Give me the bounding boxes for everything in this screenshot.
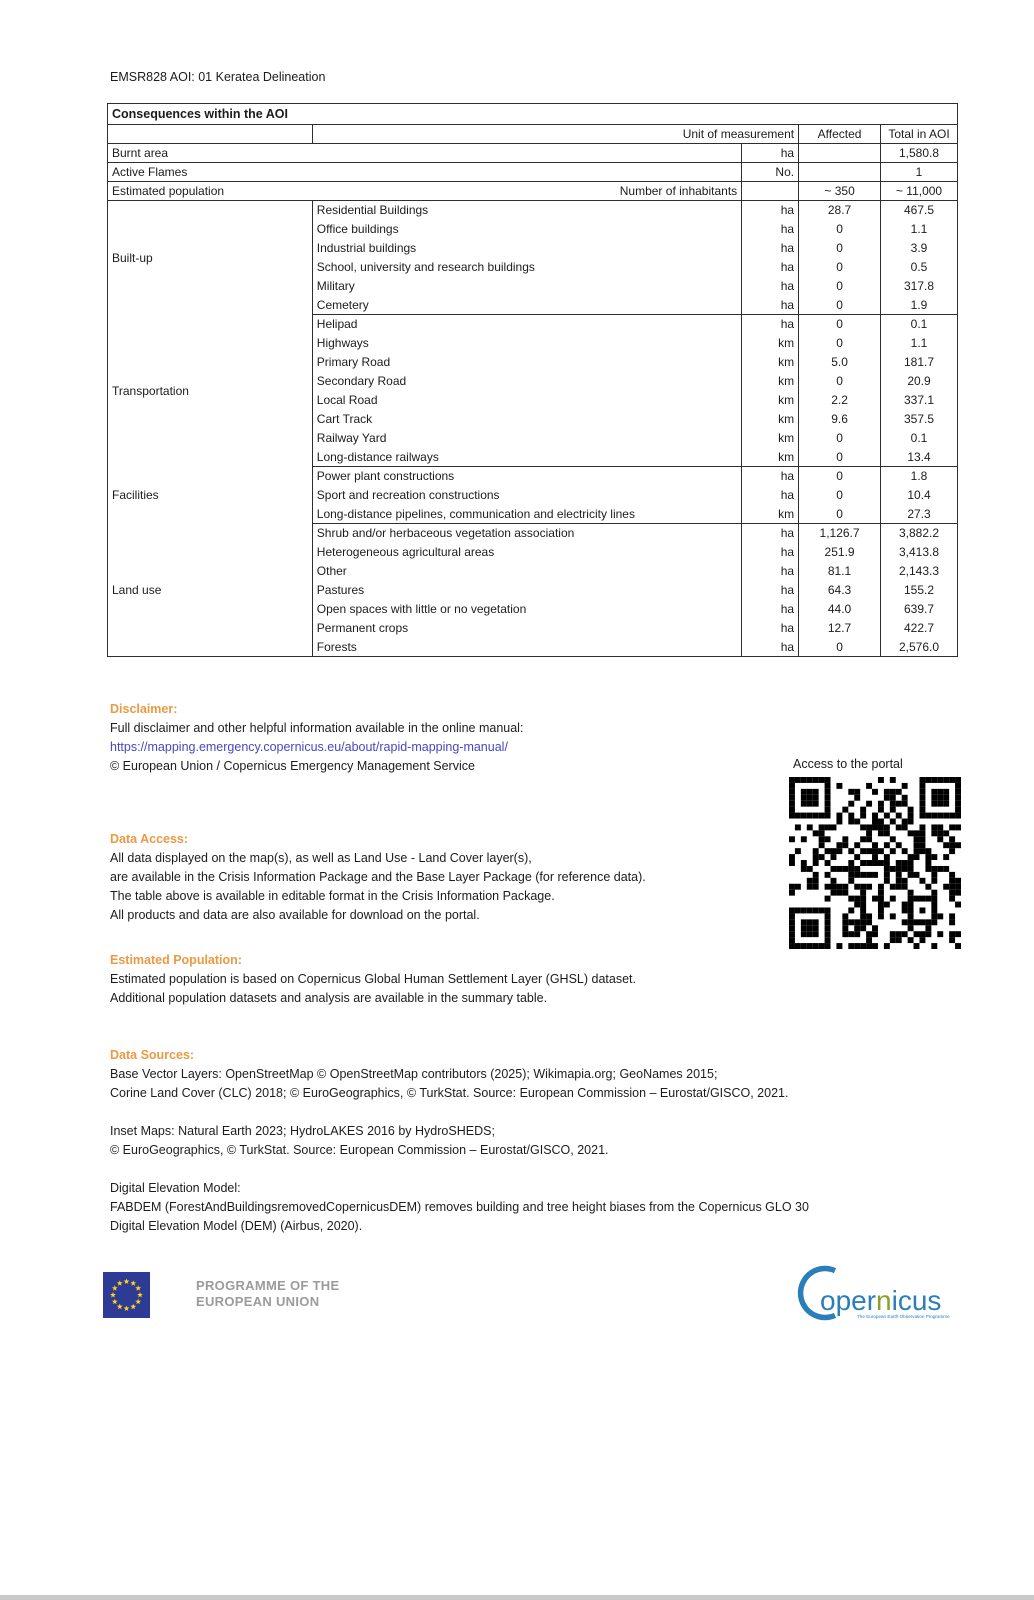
- cell-subcategory: [312, 163, 741, 182]
- eu-programme-line2: EUROPEAN UNION: [196, 1294, 320, 1309]
- cell-affected: 81.1: [799, 562, 881, 581]
- header-total-in-aoi: Total in AOI: [881, 125, 958, 144]
- data-access-heading: Data Access:: [110, 832, 189, 846]
- data-sources-line: Corine Land Cover (CLC) 2018; © EuroGeographics, © TurkStat. Source: European Commission – Eurostat/GISCO, 2021.: [110, 1086, 789, 1100]
- cell-subcategory: Power plant constructions: [312, 467, 741, 486]
- cell-total: 0.5: [881, 258, 958, 277]
- cell-affected: 0: [799, 239, 881, 258]
- copernicus-tagline: The European Earth Observation Programme: [857, 1314, 950, 1319]
- cell-category: Transportation: [112, 383, 189, 398]
- cell-affected: 251.9: [799, 543, 881, 562]
- cell-unit: ha: [742, 619, 799, 638]
- cell-subcategory: Primary Road: [312, 353, 741, 372]
- disclaimer-line: Full disclaimer and other helpful information available in the online manual:: [110, 721, 524, 735]
- cell-total: 1.8: [881, 467, 958, 486]
- cell-total: 337.1: [881, 391, 958, 410]
- cell-unit: [742, 182, 799, 201]
- dem-line: Digital Elevation Model (DEM) (Airbus, 2020).: [110, 1219, 363, 1233]
- header-unit-of-measurement: Unit of measurement: [312, 125, 798, 144]
- data-sources-line: Base Vector Layers: OpenStreetMap © OpenStreetMap contributors (2025); Wikimapia.org; GeoNames 2015;: [110, 1067, 718, 1081]
- eu-programme-label: [196, 1278, 339, 1310]
- cell-unit: ha: [742, 296, 799, 315]
- cell-total: 0.1: [881, 429, 958, 448]
- dem-line: FABDEM (ForestAndBuildingsremovedCopernicusDEM) removes building and tree height biases from the Copernicus GLO 30: [110, 1200, 809, 1214]
- cell-affected: 0: [799, 467, 881, 486]
- cell-total: 357.5: [881, 410, 958, 429]
- cell-total: 1,580.8: [881, 144, 958, 163]
- header-affected: Affected: [799, 125, 881, 144]
- cell-unit: ha: [742, 201, 799, 220]
- cell-affected: 44.0: [799, 600, 881, 619]
- cell-affected: [799, 144, 881, 163]
- estimated-population-line: Additional population datasets and analysis are available in the summary table.: [110, 991, 548, 1005]
- cell-unit: km: [742, 505, 799, 524]
- cell-total: 3.9: [881, 239, 958, 258]
- cell-unit: ha: [742, 524, 799, 543]
- cell-affected: 0: [799, 296, 881, 315]
- cell-total: 1.1: [881, 334, 958, 353]
- cell-unit: ha: [742, 638, 799, 657]
- cell-affected: 1,126.7: [799, 524, 881, 543]
- cell-affected: 64.3: [799, 581, 881, 600]
- cell-subcategory: Pastures: [312, 581, 741, 600]
- cell-unit: ha: [742, 258, 799, 277]
- qr-code: [789, 776, 961, 950]
- viewer-bottom-edge: [0, 1595, 1034, 1600]
- data-sources-line: © EuroGeographics, © TurkStat. Source: European Commission – Eurostat/GISCO, 2021.: [110, 1143, 609, 1157]
- cell-total: 422.7: [881, 619, 958, 638]
- disclaimer-heading: Disclaimer:: [110, 702, 178, 716]
- cell-affected: 2.2: [799, 391, 881, 410]
- data-access-section: [110, 830, 646, 925]
- cell-total: 181.7: [881, 353, 958, 372]
- cell-unit: ha: [742, 239, 799, 258]
- cell-subcategory: [312, 144, 741, 163]
- cell-affected: ~ 350: [799, 182, 881, 201]
- cell-subcategory: Cart Track: [312, 410, 741, 429]
- cell-subcategory: School, university and research buildings: [312, 258, 741, 277]
- table-title: Consequences within the AOI: [108, 104, 958, 125]
- disclaimer-copyright: © European Union / Copernicus Emergency Management Service: [110, 759, 475, 773]
- cell-affected: 0: [799, 315, 881, 334]
- cell-affected: 0: [799, 429, 881, 448]
- cell-affected: 0: [799, 505, 881, 524]
- cell-category: Land use: [112, 582, 162, 597]
- data-sources-heading: Data Sources:: [110, 1048, 195, 1062]
- cell-unit: ha: [742, 486, 799, 505]
- cell-total: 2,143.3: [881, 562, 958, 581]
- cell-unit: km: [742, 429, 799, 448]
- cell-affected: 28.7: [799, 201, 881, 220]
- cell-category: Built-up: [112, 250, 153, 265]
- cell-subcategory: Local Road: [312, 391, 741, 410]
- eu-programme-line1: PROGRAMME OF THE: [196, 1278, 340, 1293]
- cell-category: Estimated population: [108, 182, 313, 201]
- cell-subcategory: Cemetery: [312, 296, 741, 315]
- cell-subcategory: Military: [312, 277, 741, 296]
- cell-total: 1.1: [881, 220, 958, 239]
- cell-unit: ha: [742, 600, 799, 619]
- cell-unit: km: [742, 391, 799, 410]
- cell-total: 467.5: [881, 201, 958, 220]
- cell-unit: ha: [742, 467, 799, 486]
- cell-total: 3,413.8: [881, 543, 958, 562]
- cell-category: Active Flames: [108, 163, 313, 182]
- cell-subcategory: Residential Buildings: [312, 201, 741, 220]
- cell-unit: ha: [742, 144, 799, 163]
- cell-unit: km: [742, 372, 799, 391]
- cell-subcategory: Shrub and/or herbaceous vegetation association: [312, 524, 741, 543]
- consequences-table: [107, 103, 958, 657]
- cell-subcategory: Railway Yard: [312, 429, 741, 448]
- disclaimer-section: [110, 700, 523, 776]
- copernicus-logo: [793, 1262, 953, 1324]
- data-access-line: The table above is available in editable format in the Crisis Information Package.: [110, 889, 555, 903]
- cell-affected: 0: [799, 372, 881, 391]
- cell-affected: 0: [799, 334, 881, 353]
- data-sources-section: [110, 1046, 809, 1236]
- cell-subcategory: Heterogeneous agricultural areas: [312, 543, 741, 562]
- cell-affected: 0: [799, 486, 881, 505]
- cell-subcategory: Highways: [312, 334, 741, 353]
- copernicus-wordmark: opernicus: [820, 1285, 942, 1316]
- cell-unit: No.: [742, 163, 799, 182]
- cell-subcategory: Office buildings: [312, 220, 741, 239]
- data-sources-line: Inset Maps: Natural Earth 2023; HydroLAKES 2016 by HydroSHEDS;: [110, 1124, 495, 1138]
- estimated-population-section: [110, 951, 636, 1008]
- eu-flag-logo: [103, 1272, 150, 1318]
- cell-unit: km: [742, 353, 799, 372]
- dem-heading-line: Digital Elevation Model:: [110, 1181, 241, 1195]
- cell-unit: ha: [742, 277, 799, 296]
- cell-total: 2,576.0: [881, 638, 958, 657]
- cell-total: 0.1: [881, 315, 958, 334]
- cell-subcategory: Open spaces with little or no vegetation: [312, 600, 741, 619]
- cell-affected: [799, 163, 881, 182]
- portal-access-label: Access to the portal: [793, 757, 903, 771]
- cell-unit: ha: [742, 543, 799, 562]
- cell-affected: 0: [799, 258, 881, 277]
- cell-affected: 0: [799, 220, 881, 239]
- cell-total: 20.9: [881, 372, 958, 391]
- cell-subcategory: Secondary Road: [312, 372, 741, 391]
- cell-affected: 0: [799, 448, 881, 467]
- cell-total: 155.2: [881, 581, 958, 600]
- cell-affected: 12.7: [799, 619, 881, 638]
- cell-affected: 5.0: [799, 353, 881, 372]
- cell-subcategory: Long-distance railways: [312, 448, 741, 467]
- cell-total: ~ 11,000: [881, 182, 958, 201]
- cell-total: 1: [881, 163, 958, 182]
- cell-subcategory: Sport and recreation constructions: [312, 486, 741, 505]
- cell-subcategory: Industrial buildings: [312, 239, 741, 258]
- cell-subcategory: Permanent crops: [312, 619, 741, 638]
- cell-total: 1.9: [881, 296, 958, 315]
- manual-link[interactable]: https://mapping.emergency.copernicus.eu/about/rapid-mapping-manual/: [110, 740, 508, 754]
- cell-total: 317.8: [881, 277, 958, 296]
- cell-unit: ha: [742, 581, 799, 600]
- estimated-population-heading: Estimated Population:: [110, 953, 242, 967]
- cell-subcategory: Forests: [312, 638, 741, 657]
- cell-total: 13.4: [881, 448, 958, 467]
- cell-affected: 0: [799, 638, 881, 657]
- cell-subcategory: Other: [312, 562, 741, 581]
- page-title: EMSR828 AOI: 01 Keratea Delineation: [110, 70, 326, 84]
- cell-unit: km: [742, 410, 799, 429]
- cell-unit: km: [742, 334, 799, 353]
- cell-total: 27.3: [881, 505, 958, 524]
- cell-total: 3,882.2: [881, 524, 958, 543]
- cell-subcategory: Number of inhabitants: [312, 182, 741, 201]
- data-access-line: All data displayed on the map(s), as well as Land Use - Land Cover layer(s),: [110, 851, 532, 865]
- header-empty-cell: [108, 125, 313, 144]
- data-access-line: are available in the Crisis Information Package and the Base Layer Package (for reference data).: [110, 870, 646, 884]
- cell-category: Facilities: [112, 488, 159, 502]
- cell-category: Burnt area: [108, 144, 313, 163]
- cell-affected: 0: [799, 277, 881, 296]
- cell-subcategory: Helipad: [312, 315, 741, 334]
- cell-unit: ha: [742, 315, 799, 334]
- cell-unit: ha: [742, 220, 799, 239]
- data-access-line: All products and data are also available for download on the portal.: [110, 908, 480, 922]
- cell-total: 10.4: [881, 486, 958, 505]
- cell-affected: 9.6: [799, 410, 881, 429]
- cell-subcategory: Long-distance pipelines, communication and electricity lines: [312, 505, 741, 524]
- cell-total: 639.7: [881, 600, 958, 619]
- cell-unit: km: [742, 448, 799, 467]
- cell-unit: ha: [742, 562, 799, 581]
- estimated-population-line: Estimated population is based on Copernicus Global Human Settlement Layer (GHSL) dataset.: [110, 972, 636, 986]
